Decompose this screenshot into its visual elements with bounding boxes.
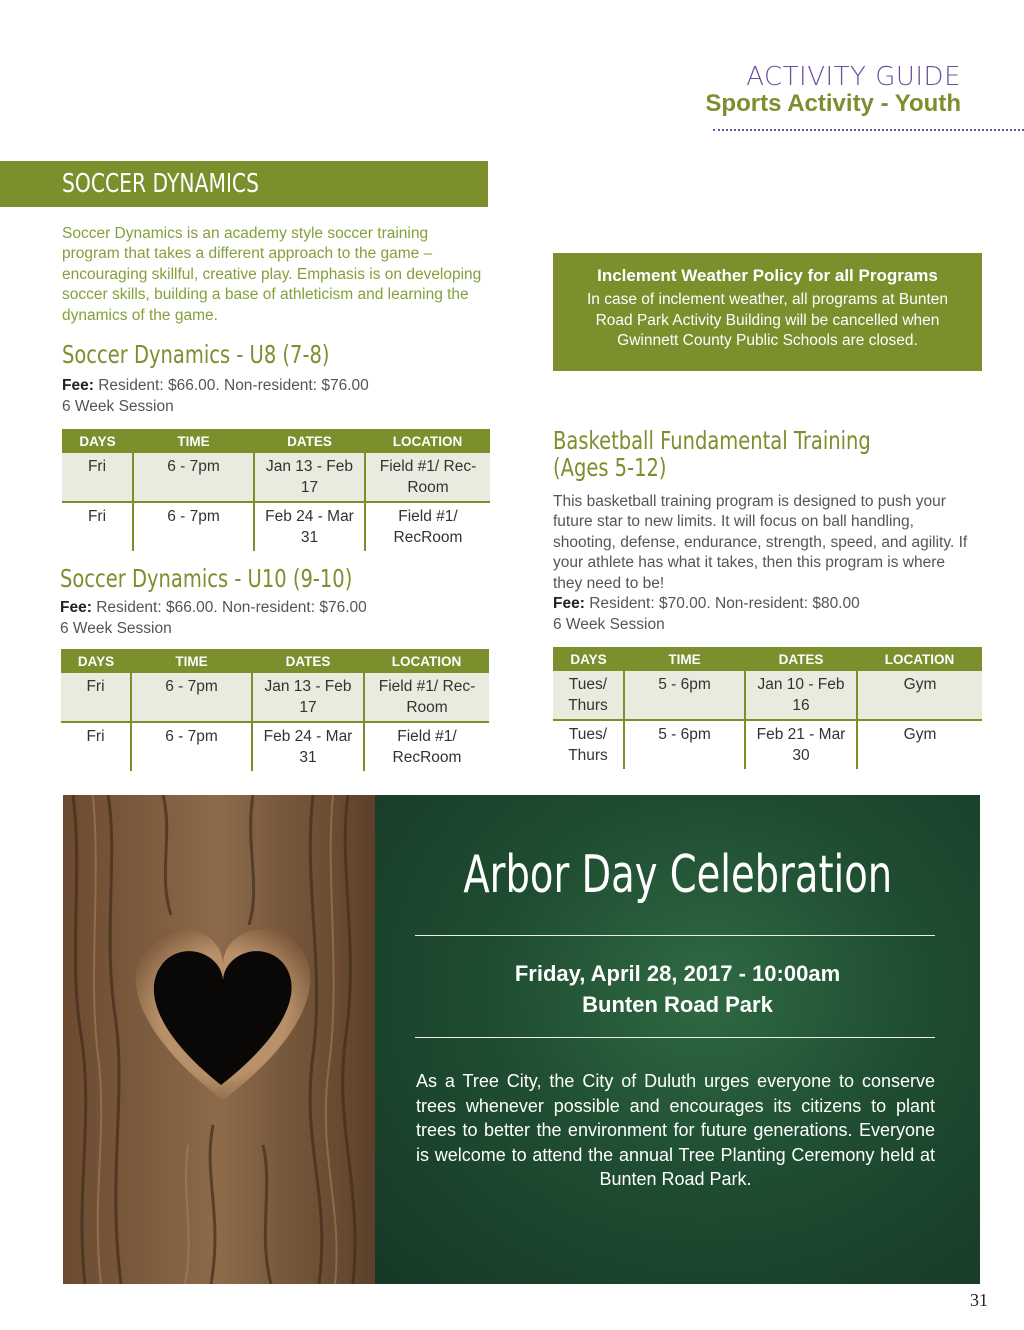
- cell-time: 5 - 6pm: [624, 720, 745, 769]
- col-days: DAYS: [61, 649, 131, 673]
- cell-dates: Feb 24 - Mar 31: [252, 722, 364, 771]
- weather-policy-box: [553, 253, 982, 371]
- table-header-row: [61, 649, 489, 673]
- soccer-description: Soccer Dynamics is an academy style soccer training program that takes a different approach to the game – encouraging skillful, creative play. Emphasis is on developing soccer skills, building a base of athleticism and learning the dynamics of the game.: [62, 225, 482, 324]
- arbor-day-panel: [63, 795, 980, 1284]
- arbor-title: [375, 845, 980, 905]
- cell-days: Fri: [62, 453, 133, 502]
- basketball-title-line1: Basketball Fundamental Training: [553, 426, 871, 455]
- cell-time: 5 - 6pm: [624, 671, 745, 720]
- col-dates: DATES: [254, 429, 365, 453]
- tree-bark-heart-icon: [63, 795, 375, 1284]
- basketball-fee-label: Fee:: [553, 595, 585, 612]
- table-row: [62, 502, 490, 551]
- col-time: TIME: [133, 429, 254, 453]
- basketball-session: 6 Week Session: [553, 615, 665, 633]
- table-row: [62, 453, 490, 502]
- col-time: TIME: [624, 647, 745, 671]
- arbor-date: Friday, April 28, 2017 - 10:00am: [514, 961, 841, 986]
- u10-schedule-table: [61, 649, 489, 771]
- cell-location: Field #1/ RecRoom: [365, 502, 490, 551]
- col-days: DAYS: [62, 429, 133, 453]
- cell-days: Fri: [61, 722, 131, 771]
- header-divider: [713, 129, 1024, 131]
- cell-location: Field #1/ Rec-Room: [365, 453, 490, 502]
- cell-location: Field #1/ Rec-Room: [364, 673, 489, 722]
- u8-fee-label: Fee:: [62, 377, 94, 394]
- table-row: [61, 722, 489, 771]
- u8-title: Soccer Dynamics - U8 (7-8): [62, 340, 330, 369]
- basketball-description: This basketball training program is designed to push your future star to new limits. It will focus on ball handling, shooting, defense, endurance, strength, speed, and agility. If your athlete has what it takes, then this program is where they need to be!: [553, 493, 968, 592]
- cell-dates: Jan 13 - Feb 17: [252, 673, 364, 722]
- u8-fee: [62, 376, 369, 417]
- cell-days: Fri: [61, 673, 131, 722]
- cell-dates: Jan 13 - Feb 17: [254, 453, 365, 502]
- col-location: LOCATION: [364, 649, 489, 673]
- u8-session: 6 Week Session: [62, 397, 174, 415]
- u10-session: 6 Week Session: [60, 619, 172, 637]
- cell-time: 6 - 7pm: [131, 673, 252, 722]
- u8-fee-text: Resident: $66.00. Non-resident: $76.00: [98, 377, 369, 394]
- u10-fee-label: Fee:: [60, 599, 92, 616]
- cell-time: 6 - 7pm: [131, 722, 252, 771]
- col-dates: DATES: [745, 647, 857, 671]
- arbor-title-text: Arbor Day Celebration: [463, 845, 892, 905]
- arbor-divider-top: [415, 935, 935, 936]
- cell-time: 6 - 7pm: [133, 502, 254, 551]
- arbor-divider-bottom: [415, 1037, 935, 1038]
- cell-time: 6 - 7pm: [133, 453, 254, 502]
- cell-days: Tues/ Thurs: [553, 720, 624, 769]
- basketball-title-line2: (Ages 5-12): [553, 453, 667, 482]
- cell-days: Fri: [62, 502, 133, 551]
- cell-days: Tues/ Thurs: [553, 671, 624, 720]
- cell-dates: Jan 10 - Feb 16: [745, 671, 857, 720]
- table-header-row: [62, 429, 490, 453]
- guide-title: ACTIVITY GUIDE: [746, 62, 961, 92]
- cell-location: Field #1/ RecRoom: [364, 722, 489, 771]
- arbor-place: Bunten Road Park: [582, 992, 773, 1017]
- cell-dates: Feb 24 - Mar 31: [254, 502, 365, 551]
- basketball-title: [553, 427, 871, 481]
- cell-dates: Feb 21 - Mar 30: [745, 720, 857, 769]
- col-days: DAYS: [553, 647, 624, 671]
- cell-location: Gym: [857, 720, 982, 769]
- u8-schedule-table: [62, 429, 490, 551]
- basketball-schedule-table: [553, 647, 982, 769]
- col-location: LOCATION: [857, 647, 982, 671]
- table-row: [61, 673, 489, 722]
- u10-title: Soccer Dynamics - U10 (9-10): [60, 564, 353, 593]
- page-number: 31: [970, 1290, 988, 1310]
- col-dates: DATES: [252, 649, 364, 673]
- section-title: Sports Activity - Youth: [705, 90, 961, 117]
- u10-fee-text: Resident: $66.00. Non-resident: $76.00: [96, 599, 367, 616]
- u10-fee: [60, 598, 367, 639]
- col-time: TIME: [131, 649, 252, 673]
- table-row: [553, 671, 982, 720]
- cell-location: Gym: [857, 671, 982, 720]
- col-location: LOCATION: [365, 429, 490, 453]
- table-header-row: [553, 647, 982, 671]
- soccer-banner-title: SOCCER DYNAMICS: [62, 169, 259, 199]
- arbor-body: As a Tree City, the City of Duluth urges everyone to conserve trees whenever possible and encourages its citizens to plant trees to better the environment for future generations. Everyone is welcome to attend the annual Tree Planting Ceremony held at Bunten Road Park.: [416, 1071, 935, 1190]
- arbor-event-details: [375, 958, 980, 1020]
- basketball-fee: [553, 594, 860, 635]
- soccer-banner: [0, 161, 488, 207]
- basketball-fee-text: Resident: $70.00. Non-resident: $80.00: [589, 595, 860, 612]
- weather-title: Inclement Weather Policy for all Programs: [597, 266, 938, 285]
- weather-body: In case of inclement weather, all programs at Bunten Road Park Activity Building will be cancelled when Gwinnett County Public Schools are closed.: [586, 291, 948, 350]
- table-row: [553, 720, 982, 769]
